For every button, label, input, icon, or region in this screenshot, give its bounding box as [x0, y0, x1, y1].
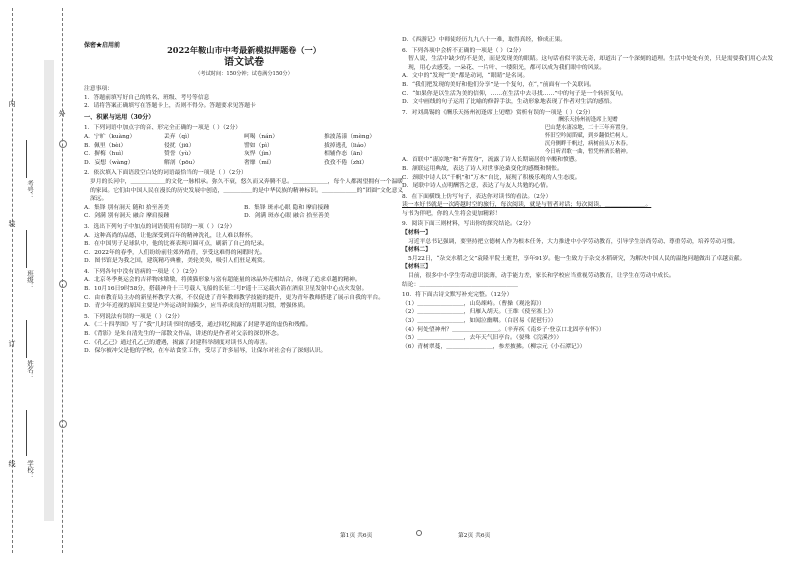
binding-hole [59, 420, 67, 428]
binding-mark: 内 [8, 100, 16, 107]
name-field[interactable] [26, 320, 28, 358]
question-1 [84, 124, 404, 167]
name-label: 姓名： [26, 360, 34, 380]
page-number-1: 第1页 共6页 [340, 533, 373, 539]
option-row [84, 133, 404, 142]
poem-line: 怀旧空吟闻笛赋，到乡翻似烂柯人。 [544, 132, 632, 139]
option[interactable]: B．颔联运用典故，表达了诗人对世事沧桑变化的感慨和惆怅。 [402, 165, 563, 172]
fill-line[interactable]: （5）＿＿＿＿＿＿＿＿，去年天气旧亭台。（晏殊《浣溪沙》） [402, 335, 563, 342]
question-5 [84, 313, 404, 356]
question-3 [84, 223, 404, 266]
option-cell: 丢弃（qì） [164, 133, 193, 140]
option-row [84, 142, 404, 151]
exam-number-field[interactable] [26, 140, 28, 178]
material-heading: 【材料二】 [402, 247, 431, 254]
option-cell: 相辅作态（ān） [324, 151, 366, 158]
class-label: 班级： [26, 270, 34, 290]
material-text: 目前，很多中小学生劳动意识淡薄，动手能力差，家长和学校应当重视劳动教育，让学生在劳动中成长。 [408, 273, 675, 280]
option[interactable]: C．“如果你是以生活为美的信仰，……在生活中去寻找……”中的句子是一个转折复句。 [402, 90, 627, 97]
option[interactable]: D．《西游记》中师徒经历九九八十一难，取得真经，修成正果。 [402, 37, 567, 43]
option[interactable]: A．文中的“发现”“美”都是动词，“眼睛”是名词。 [402, 73, 529, 80]
option[interactable]: B．集锋 斑赤心眼 隐和 摩肩接踵 [244, 204, 330, 211]
option-cell: 赞誉（yù） [164, 151, 195, 158]
question-2 [84, 169, 404, 221]
school-label: 学校： [26, 460, 34, 480]
binding-margin [0, 0, 70, 561]
option[interactable]: D．文中画线的句子运用了比喻的修辞手法，生动形象地表现了作者对生活的感悟。 [402, 99, 616, 106]
sample-sentence: 读一本好书就是一次跨越时空的旅行，每次阅读，就是与智者对话；每次阅读，＿＿＿＿＿＿＿。 [402, 202, 652, 209]
option[interactable]: A．集锋 别有洞天 随和 拾至善美 [84, 204, 170, 211]
question-stem: 1．下列词语中加点字的音、形完全正确的一项是（ ）（2分） [84, 125, 242, 132]
notice-heading: 注意事项： [84, 86, 113, 92]
option-cell[interactable]: B．佩里（bèi） [84, 142, 127, 149]
material-heading: 【材料三】 [402, 264, 431, 271]
question-passage: 岁月的长河中，＿＿＿＿＿＿的文化一脉相承。弥久不衰，悠久而又奔腾不息。＿＿＿＿＿＿，每个人都渴望拥有一个温暖的家园。它们由中国人民在漫长的历史发展中创造，＿＿＿＿＿的是中华民族的精神标识。＿＿＿＿＿＿的“团圆”文化意义深远。 [90, 178, 404, 203]
center-mark [416, 530, 422, 536]
question-stem: 4．下列各句中没有语病的一项是（ ）（2分） [84, 268, 201, 275]
option-cell: 侵扰（jiū） [164, 142, 195, 149]
class-field[interactable] [26, 230, 28, 268]
question-stem: 9．阅读下面三则材料，写出你的探究结论。（2分） [402, 221, 535, 228]
fill-line[interactable]: （3）＿＿＿＿＿＿＿＿，如闻泣幽咽。（白居易《琵琶行》） [402, 318, 557, 325]
option[interactable]: A．北京冬季奥运会的吉祥物冰墩墩，将熊猫形象与富有超能量的冰晶外壳相结合，体现了追求卓越的精神。 [84, 277, 361, 284]
option[interactable]: A．这种高尚的品德，让他深受到百年的精神洗礼，让人难以释怀。 [84, 232, 257, 239]
poem-line: 沉舟侧畔千帆过，病树前头万木春。 [544, 140, 632, 147]
binding-mark: 外 [58, 110, 66, 117]
option-cell: 孜孜不倦（zhī） [324, 159, 368, 166]
option-cell: 呵喝（nán） [244, 133, 279, 140]
option[interactable]: D．图书馆是为我之国，建筑精巧典雅，美轮美奂，吸引人们驻足观赏。 [84, 258, 269, 265]
exam-title: 2022年鞍山市中考最新模拟押题卷（一） [167, 45, 321, 55]
question-stem: 5．下列说法有误的一项是（ ）（2分） [84, 313, 184, 320]
page-number-2: 第2页 共6页 [458, 533, 491, 539]
binding-hole [59, 280, 67, 288]
exam-meta: （考试时间：150分钟；试卷满分150分） [195, 71, 293, 77]
option[interactable]: B．在中国男子足球队中，他的比赛表现可圈可点，刷新了自己的纪录。 [84, 241, 268, 248]
option-row [84, 204, 404, 213]
option[interactable]: B．《背影》是朱自清先生的一部散文作品，讲述的是作者对父亲的深切怀念。 [84, 331, 283, 338]
option[interactable]: B．10月16日9时58分，搭载神舟十三号载人飞船的长征二号F遥十三运载火箭在酒泉卫星发射中心点火发射。 [84, 286, 368, 293]
material-heading: 【材料一】 [402, 230, 431, 237]
option-cell: 灰悍（jìn） [244, 151, 275, 158]
option-row [84, 212, 404, 221]
option[interactable]: D．青少年近视的原因主要是户外运动时间偏少，应当养成良好的用眼习惯，增强体质。 [84, 303, 309, 310]
option[interactable]: C．颈联中诗人以“千帆”和“万木”自比，展现了积极乐观的人生态度。 [402, 174, 581, 181]
option-cell[interactable]: D．妄想（wàng） [84, 159, 134, 166]
notice-item: 2．请将答案正确填写在答题卡上，否则不得分。答题要求见答题卡 [84, 103, 256, 110]
fill-line[interactable]: （1）＿＿＿＿＿＿＿＿，山岛竦峙。（曹操《观沧海》） [402, 300, 545, 307]
secret-mark: 保密★启用前 [84, 42, 121, 49]
option[interactable]: C．2022年的春季，人们纷纷前往郊外踏青，享受这难得的闲暇时光。 [84, 249, 266, 256]
option[interactable]: A．《二十四孝图》写了“我”儿时读书时的感受，通过回忆揭露了封建孝道的虚伪和残酷。 [84, 322, 312, 329]
question-stem: 2．依次填入下面语段空白处的词语最恰当的一项是（ ）（2分） [84, 170, 247, 177]
binding-shade [44, 60, 54, 521]
subject-title: 语文试卷 [224, 57, 264, 68]
option-cell: 拔掉逃孔（liáo） [324, 142, 370, 149]
question-7 [402, 109, 774, 191]
question-6 [402, 47, 774, 107]
section-heading: 一、积累与运用（30分） [84, 113, 155, 121]
exam-number-label: 考号： [26, 180, 34, 200]
binding-mark: 线 [8, 460, 16, 467]
school-field[interactable] [26, 410, 28, 456]
question-stem: 10．将下面古诗文默写补充完整。（12分） [402, 292, 513, 299]
option[interactable]: C．由市教育局主办的新星杯教学大赛，不仅促进了青年教师教学技能的提升，更为青年教师搭建了展示自我的平台。 [84, 294, 385, 301]
question-10 [402, 291, 774, 351]
binding-mark: 装 [8, 220, 16, 227]
poem-title: 酬乐天扬州初逢席上见赠 [558, 117, 618, 124]
material-text: 习近平总书记强调，要坚持把立德树人作为根本任务，大力推进中小学劳动教育，引导学生崇尚劳动、尊重劳动，培养劳动习惯。 [408, 238, 739, 245]
question-stem: 6．下列各项中会析不正确的一项是（ ）（2分） [402, 47, 525, 54]
binding-hole [59, 140, 67, 148]
question-4 [84, 268, 404, 311]
notice-item: 1．答题前填写好自己的姓名、班级、考号等信息 [84, 94, 210, 101]
question-9 [402, 220, 774, 289]
option-row [84, 159, 404, 168]
question-8 [402, 193, 774, 219]
option-cell: 推波荡漾（mèng） [324, 133, 376, 140]
option[interactable]: A．首联中“凄凉地”和“弃置身”，流露了诗人长期谪居的辛酸和愤懑。 [402, 157, 581, 164]
binding-mark: 订 [8, 340, 16, 347]
question-passage: 智人说，生活中缺少的不是美，而是发现美的眼睛。这句话看似平淡无奇，却道出了一个深刻的道理。生活中处处有美，只是需要我们用心去发现，用心去感受。一朵花、一片叶、一缕阳光，都可以成为我们眼中的风景。 [408, 56, 774, 71]
option-cell: 解剖（pōu） [164, 159, 199, 166]
option[interactable]: D．剑满 斑赤心眼 融合 拾至善美 [244, 213, 330, 220]
binding-dashed-line-outer [12, 8, 13, 553]
question-stem: 3．选出下列句子中加点的词语使用有误的一项（ ）（2分） [84, 223, 236, 230]
option-cell[interactable]: C．摒梅（huì） [84, 151, 127, 158]
question-stem: 7．对刘禹锡的《酬乐天扬州初逢席上见赠》赏析有误的一项是（ ）（2分） [402, 109, 594, 116]
poem-line: 今日听君歌一曲，暂凭杯酒长精神。 [544, 148, 632, 155]
answer-line[interactable]: 与书为伴吧，你的人生将会更加精彩！ [402, 210, 501, 217]
fill-line[interactable]: （4）何处望神州？＿＿＿＿＿＿＿＿。（辛弃疾《南乡子·登京口北固亭有怀》） [402, 326, 605, 333]
conclusion-line[interactable]: 结论：＿＿＿＿＿＿＿＿＿＿＿＿＿＿＿＿＿ [402, 281, 518, 288]
option-cell: 奢靡（mǐ） [244, 159, 275, 166]
fill-line[interactable]: （6）青树翠蔓，＿＿＿＿＿＿＿＿，参差披拂。（柳宗元《小石潭记》） [402, 343, 586, 350]
option[interactable]: D．尾联中诗人点明酬答之意，表达了与友人共勉的心情。 [402, 183, 552, 190]
option-cell[interactable]: A．宁旷（kuàng） [84, 133, 136, 140]
page-2 [402, 36, 774, 351]
fill-line[interactable]: （2）＿＿＿＿＿＿＿＿，归雁入胡天。（王维《使至塞上》） [402, 309, 557, 316]
poem-line: 巴山楚水凄凉地，二十三年弃置身。 [544, 125, 632, 132]
option-row [84, 150, 404, 159]
option[interactable]: C．剑满 别有洞天 融合 摩肩接踵 [84, 213, 170, 220]
material-text: 5月22日，“杂交水稻之父”袁隆平院士逝世，享年91岁。他一生致力于杂交水稻研究，为解决中国人民的温饱问题做出了卓越贡献。 [408, 255, 746, 262]
question-stem: 8．在下面横线上仿写句子，表达你对读书的看法。（2分） [402, 193, 552, 200]
option-cell: 譬如（pì） [244, 142, 273, 149]
option[interactable]: D．保尔被冲父是他的学校，在车站食堂工作，受尽了许多屈辱，让保尔对社会有了深刻认识。 [84, 348, 327, 355]
option[interactable]: B．“我们把发现的美好和他们分享”是一个复句，在“，”前面有一个关联词。 [402, 81, 595, 88]
page-1 [84, 36, 404, 356]
option[interactable]: C．《孔乙己》通过孔乙己的遭遇，揭露了封建科举制度对读书人的毒害。 [84, 339, 272, 346]
